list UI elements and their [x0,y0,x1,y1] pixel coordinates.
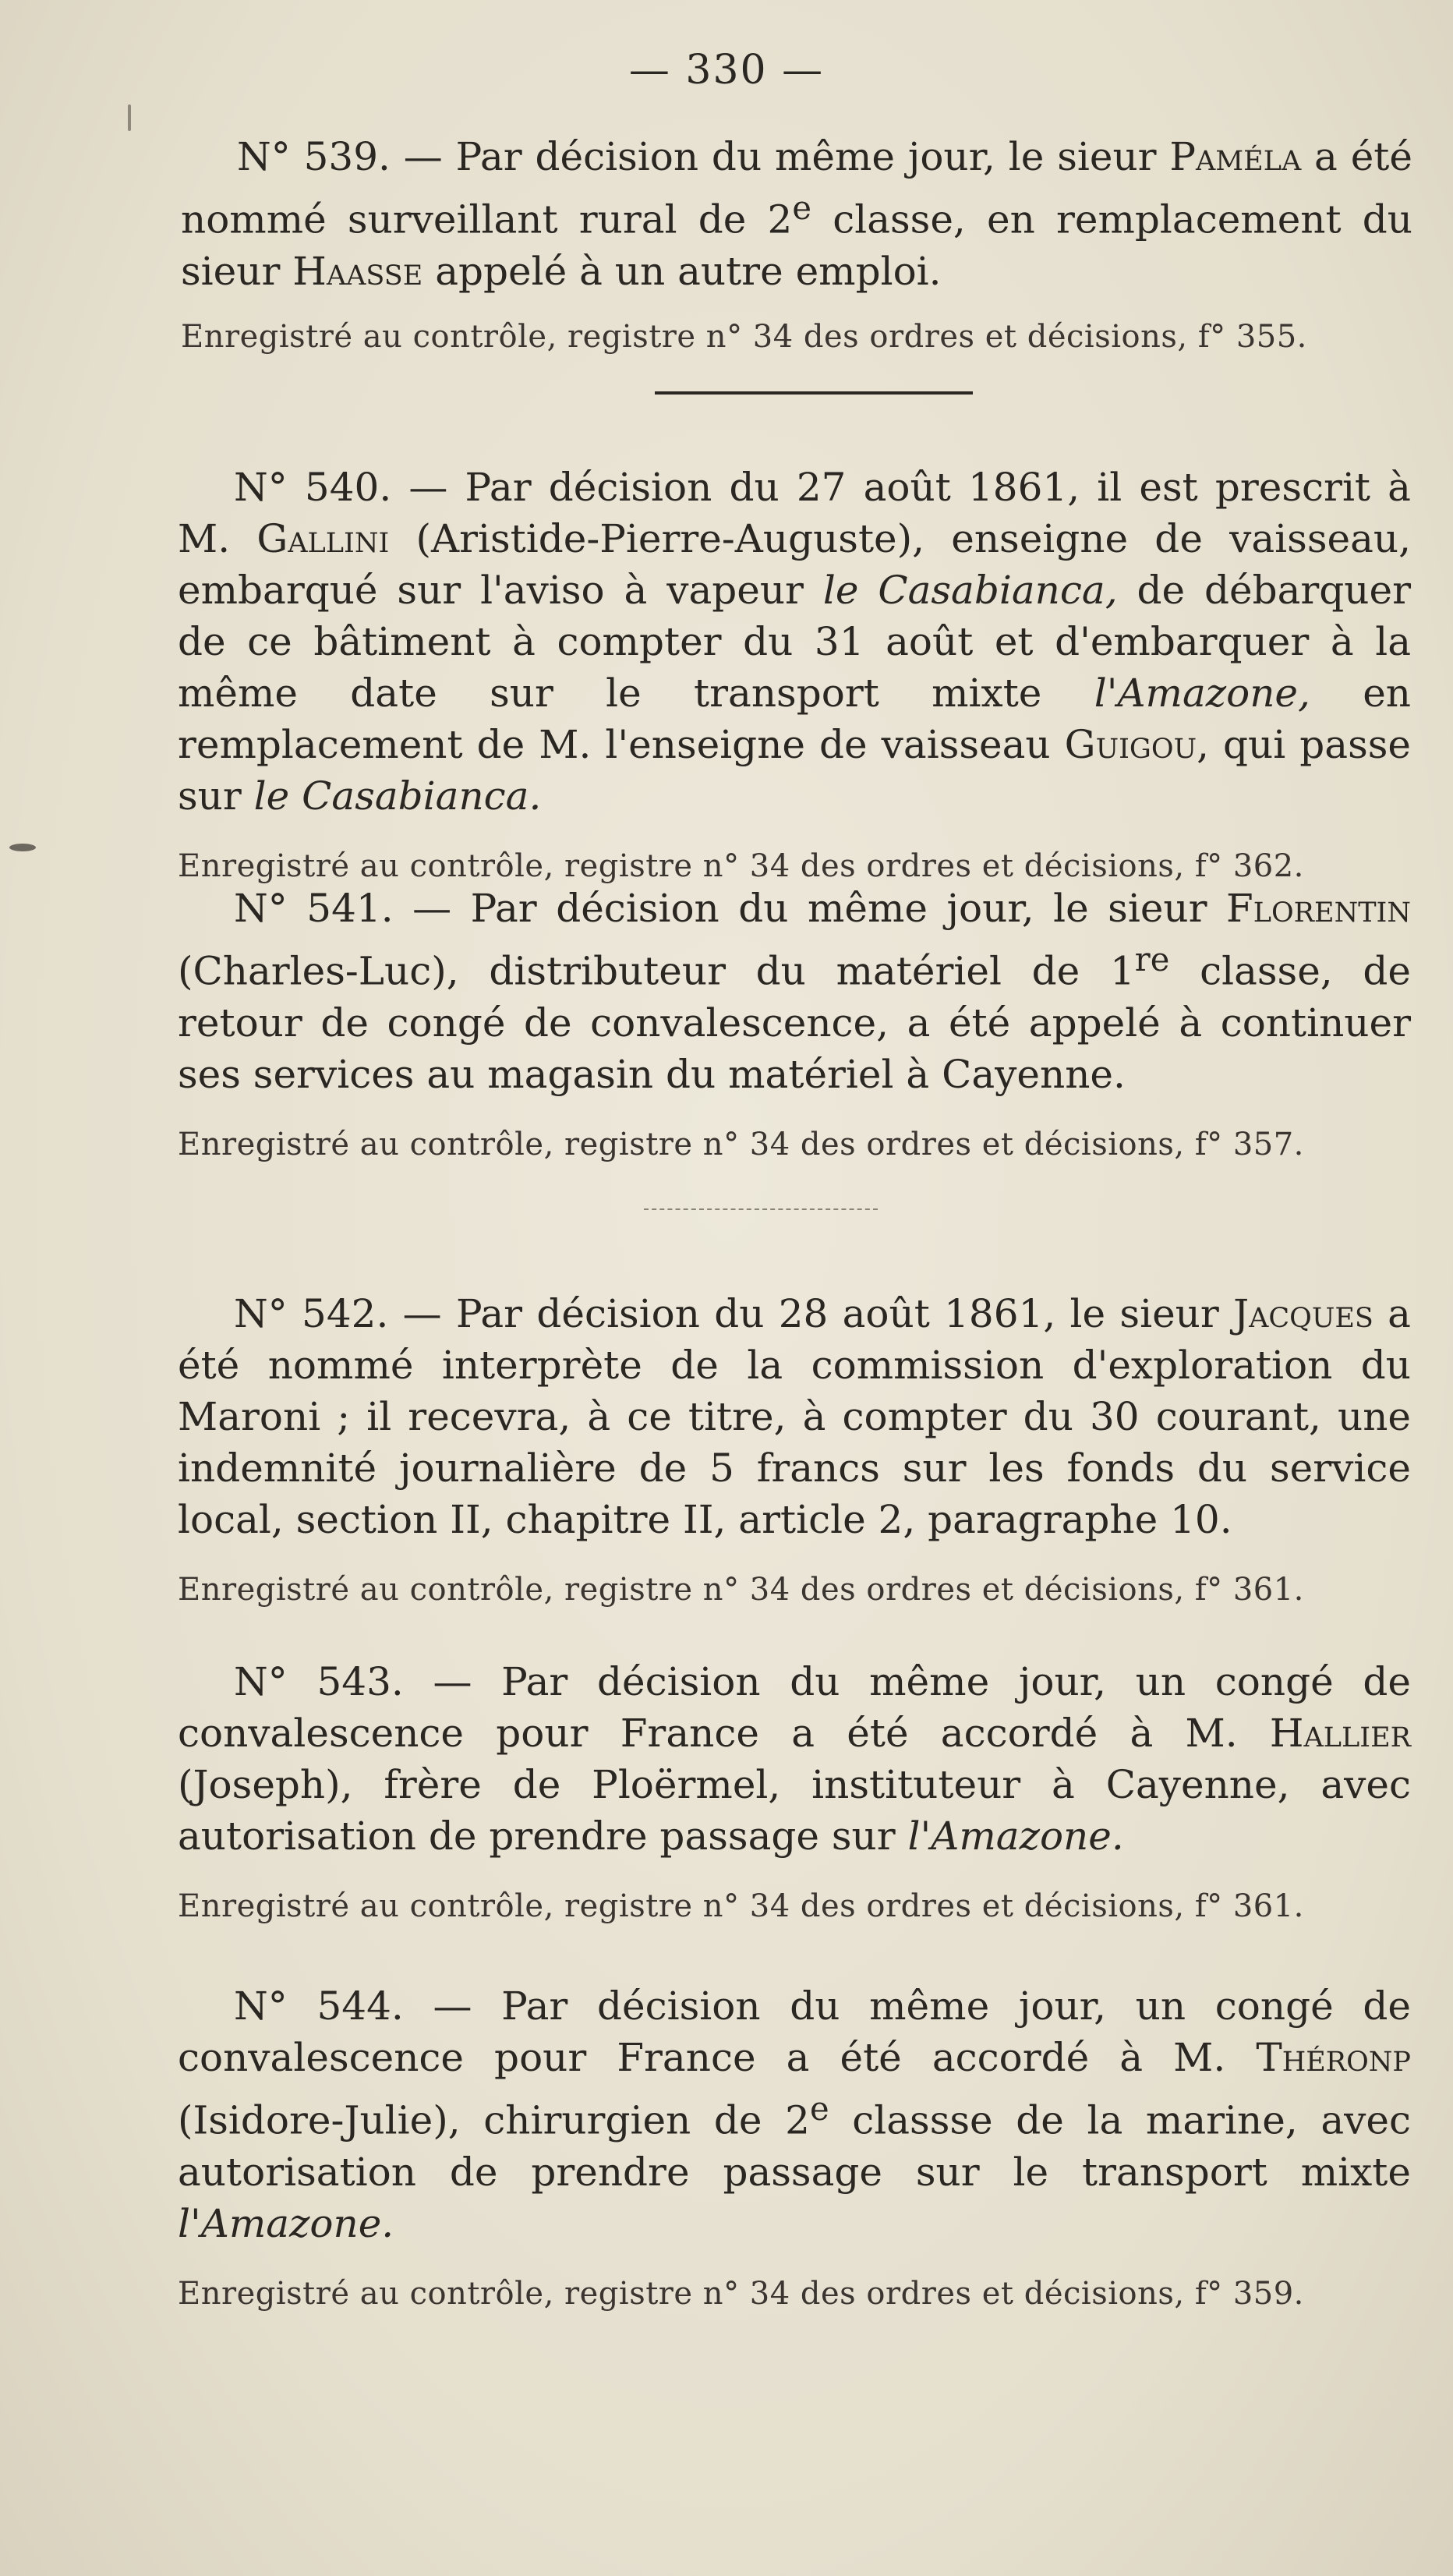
entry-number: N° 541. [234,886,394,931]
ink-speck [128,104,131,131]
ship-name: l'Amazone. [907,1813,1124,1859]
entry-text: N° 540. — Par décision du 27 août 1861, il est prescrit à M. Gallini (Aristide-Pierre-Auguste), enseigne de vaisseau, embarqué sur l'aviso à vapeur le Casabianca, de débarquer de ce bâtiment à compter du 31 août et d'embarquer à la même date sur le transport mixte l'Amazone, en remplacement de M. l'enseigne de vaisseau Guigou, qui passe sur le Casabianca. [178,465,1411,819]
person-name: Haasse [292,248,423,294]
ship-name: l'Amazone. [178,2200,394,2246]
entry-540 [178,462,1411,884]
entry-text: N° 542. — Par décision du 28 août 1861, le sieur Jacques a été nommé interprète de la commission d'exploration du Maroni ; il recevra, à ce titre, à compter du 30 courant, une indemnité journalière de 5 francs sur les fonds du service local, section II, chapitre II, article 2, paragraphe 10. [178,1291,1411,1542]
entry-text: N° 544. — Par décision du même jour, un congé de convalescence pour France a été accordé à M. Théronp (Isidore-Julie), chirurgien de 2e classse de la marine, avec autorisation de prendre passage sur le transport mixte l'Amazone. [178,1983,1411,2246]
page-number: — 330 — [628,47,825,94]
registration-note: Enregistré au contrôle, registre n° 34 des ordres et décisions, f° 355. [181,318,1307,355]
entry-number: N° 542. [234,1291,389,1336]
person-name: Jacques [1233,1291,1373,1336]
entry-text: N° 543. — Par décision du même jour, un congé de convalescence pour France a été accordé à M. Hallier (Joseph), frère de Ploërmel, instituteur à Cayenne, avec autorisation de prendre passage sur l'Amazone. [178,1659,1411,1859]
registration-note: Enregistré au contrôle, registre n° 34 des ordres et décisions, f° 362. [178,848,1304,884]
entry-543 [178,1656,1411,1924]
person-name: Théronp [1256,2035,1411,2080]
section-separator [655,391,973,395]
entry-541 [178,883,1411,1162]
registration-note: Enregistré au contrôle, registre n° 34 des ordres et décisions, f° 359. [178,2275,1304,2312]
registration-note: Enregistré au contrôle, registre n° 34 des ordres et décisions, f° 361. [178,1888,1304,1924]
ship-name: l'Amazone, [1094,671,1310,716]
entry-number: N° 540. [234,465,392,510]
entry-number: N° 544. [234,1983,404,2029]
entry-542 [178,1288,1411,1608]
registration-note: Enregistré au contrôle, registre n° 34 des ordres et décisions, f° 357. [178,1126,1304,1162]
person-name: Hallier [1269,1711,1411,1756]
ship-name: le Casabianca, [822,568,1118,613]
ship-name: le Casabianca. [253,773,542,819]
person-name: Guigou [1064,722,1197,767]
person-name: Paméla [1169,134,1302,179]
person-name: Florentin [1226,886,1411,931]
ink-speck [9,844,36,851]
entry-number: N° 543. [234,1659,404,1704]
entry-text: N° 541. — Par décision du même jour, le sieur Florentin (Charles-Luc), distributeur du matériel de 1re classe, de retour de congé de convalescence, a été appelé à continuer ses services au magasin du matériel à Cayenne. [178,886,1411,1097]
entry-text: N° 539. — Par décision du même jour, le sieur Paméla a été nommé surveillant rural de 2e classe, en remplacement du sieur Haasse appelé à un autre emploi. [181,134,1412,294]
person-name: Gallini [256,516,390,561]
entry-number: N° 539. [237,134,391,179]
section-separator [644,1208,878,1210]
registration-note: Enregistré au contrôle, registre n° 34 des ordres et décisions, f° 361. [178,1572,1304,1608]
entry-539 [181,131,1412,355]
entry-544 [178,1980,1411,2312]
